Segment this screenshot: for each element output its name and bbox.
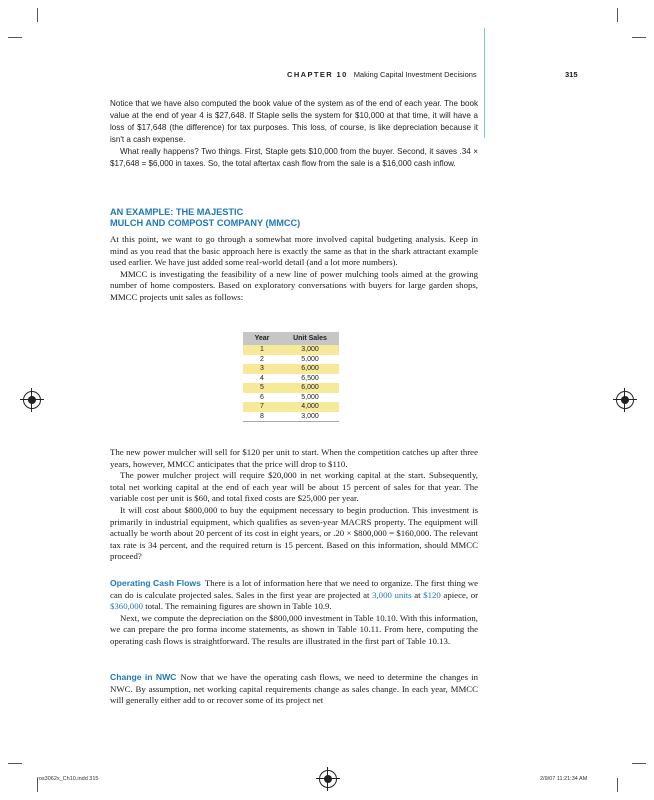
table-header-units: Unit Sales bbox=[281, 332, 339, 345]
table-row bbox=[243, 402, 339, 412]
units-link[interactable]: 3,000 units bbox=[372, 589, 412, 600]
text-run: total. The remaining figures are shown in Table 10.9. bbox=[143, 601, 332, 612]
paragraph bbox=[110, 672, 478, 707]
change-in-nwc bbox=[110, 672, 478, 707]
year-cell: 4 bbox=[243, 374, 281, 384]
running-header bbox=[287, 70, 477, 79]
crop-mark bbox=[617, 778, 618, 792]
crop-mark bbox=[632, 37, 646, 38]
table-row bbox=[243, 412, 339, 422]
paragraph: At this point, we want to go through a somewhat more involved capital budgeting analysis. Keep in mind as you read that the basic approach here is exactly the same as that in the shark attractant example used earlier. We have just added some real-world detail (and a lot more numbers). bbox=[110, 234, 478, 268]
paragraph: The new power mulcher will sell for $120 per unit to start. When the competition catches up after three years, however, MMCC anticipates that the price will drop to $110. bbox=[110, 447, 478, 469]
table-row bbox=[243, 374, 339, 384]
table-row bbox=[243, 355, 339, 365]
section-heading-line: AN EXAMPLE: THE MAJESTIC bbox=[110, 207, 244, 217]
year-cell: 3 bbox=[243, 364, 281, 374]
paragraph: What really happens? Two things. First, Staple gets $10,000 from the buyer. Second, it saves .34 × $17,648 = $6,000 in taxes. So, the total aftertax cash flow from the sale is a $16,000 cash inflow. bbox=[110, 147, 478, 168]
paragraph: MMCC is investigating the feasibility of a new line of power mulching tools aimed at the growing number of home composters. Based on exploratory conversations with buyers for large garden shops, MMCC projects unit sales as follows: bbox=[110, 268, 478, 302]
section-body bbox=[110, 234, 478, 304]
registration-mark-right bbox=[616, 391, 634, 409]
registration-mark-bottom bbox=[319, 770, 337, 788]
units-cell: 6,500 bbox=[281, 374, 339, 384]
crop-mark bbox=[617, 8, 618, 22]
chapter-title: Making Capital Investment Decisions bbox=[353, 70, 477, 79]
units-cell: 6,000 bbox=[281, 364, 339, 374]
year-cell: 1 bbox=[243, 345, 281, 355]
units-cell: 5,000 bbox=[281, 355, 339, 365]
units-cell: 4,000 bbox=[281, 402, 339, 412]
table-row bbox=[243, 345, 339, 355]
section-heading bbox=[110, 207, 480, 229]
pricing-text bbox=[110, 447, 478, 563]
price-link[interactable]: $120 bbox=[423, 589, 441, 600]
year-cell: 6 bbox=[243, 393, 281, 403]
text-run: at bbox=[411, 589, 424, 600]
year-cell: 8 bbox=[243, 412, 281, 422]
table-row bbox=[243, 393, 339, 403]
timestamp-slug: 2/9/07 11:21:34 AM bbox=[540, 776, 588, 782]
intro-text bbox=[110, 98, 478, 170]
table-header-year: Year bbox=[243, 332, 281, 345]
paragraph: Next, we compute the depreciation on the $800,000 investment in Table 10.10. With this information, we can prepare the pro forma income statements, as shown in Table 10.11. From here, computing the operating cash flows is straightforward. The results are illustrated in the first part of Table 10.13. bbox=[110, 612, 478, 646]
paragraph: It will cost about $800,000 to buy the equipment necessary to begin production. This investment is primarily in industrial equipment, which qualifies as seven-year MACRS property. The equipment will actually be worth about 20 percent of its cost in eight years, or .20 × $800,000 = $160,000. The relevant tax rate is 34 percent, and the required return is 15 percent. Based on this information, should MMCC proceed? bbox=[110, 504, 478, 562]
run-in-heading: Change in NWC bbox=[110, 672, 177, 682]
unit-sales-table bbox=[243, 332, 339, 422]
crop-mark bbox=[8, 37, 22, 38]
text-run: There is a lot of information here that we need to organize. The first thing we can do is calculate projected sales. Sales in the first year are projected at bbox=[110, 578, 478, 600]
margin-guide-line bbox=[484, 28, 485, 138]
total-link[interactable]: $360,000 bbox=[110, 601, 143, 612]
units-cell: 5,000 bbox=[281, 393, 339, 403]
operating-cash-flows bbox=[110, 578, 478, 648]
table-row bbox=[243, 364, 339, 374]
table-row bbox=[243, 383, 339, 393]
paragraph: The power mulcher project will require $20,000 in net working capital at the start. Subsequently, total net working capital at the end of each year will be about 15 percent of sales for that year. The variable cost per unit is $60, and total fixed costs are $25,000 per year. bbox=[110, 470, 478, 504]
year-cell: 7 bbox=[243, 402, 281, 412]
units-cell: 3,000 bbox=[281, 412, 339, 422]
page-number: 315 bbox=[565, 70, 578, 79]
text-run: apiece, or bbox=[440, 589, 479, 600]
registration-mark-left bbox=[23, 391, 41, 409]
section-heading-line: MULCH AND COMPOST COMPANY (MMCC) bbox=[110, 218, 301, 228]
text-run: Now that we have the operating cash flows, we need to determine the changes in NWC. By assumption, net working capital requirements change as sales change. In each year, MMCC will generally either add to or recover some of its project net bbox=[110, 672, 479, 706]
file-slug: ros3062x_Ch10.indd 315 bbox=[37, 776, 99, 782]
paragraph bbox=[110, 578, 478, 613]
year-cell: 2 bbox=[243, 355, 281, 365]
paragraph: Notice that we have also computed the book value of the system as of the end of each year. The book value at the end of year 4 is $27,648. If Staple sells the system for $10,000 at that time, it will have a loss of $17,648 (the difference) for tax purposes. This loss, of course, is like depreciation because it isn't a cash expense. bbox=[110, 99, 478, 144]
units-cell: 3,000 bbox=[281, 345, 339, 355]
chapter-label: CHAPTER 10 bbox=[287, 70, 348, 79]
year-cell: 5 bbox=[243, 383, 281, 393]
run-in-heading: Operating Cash Flows bbox=[110, 578, 201, 588]
crop-mark bbox=[37, 8, 38, 22]
crop-mark bbox=[8, 763, 22, 764]
crop-mark bbox=[632, 763, 646, 764]
units-cell: 6,000 bbox=[281, 383, 339, 393]
